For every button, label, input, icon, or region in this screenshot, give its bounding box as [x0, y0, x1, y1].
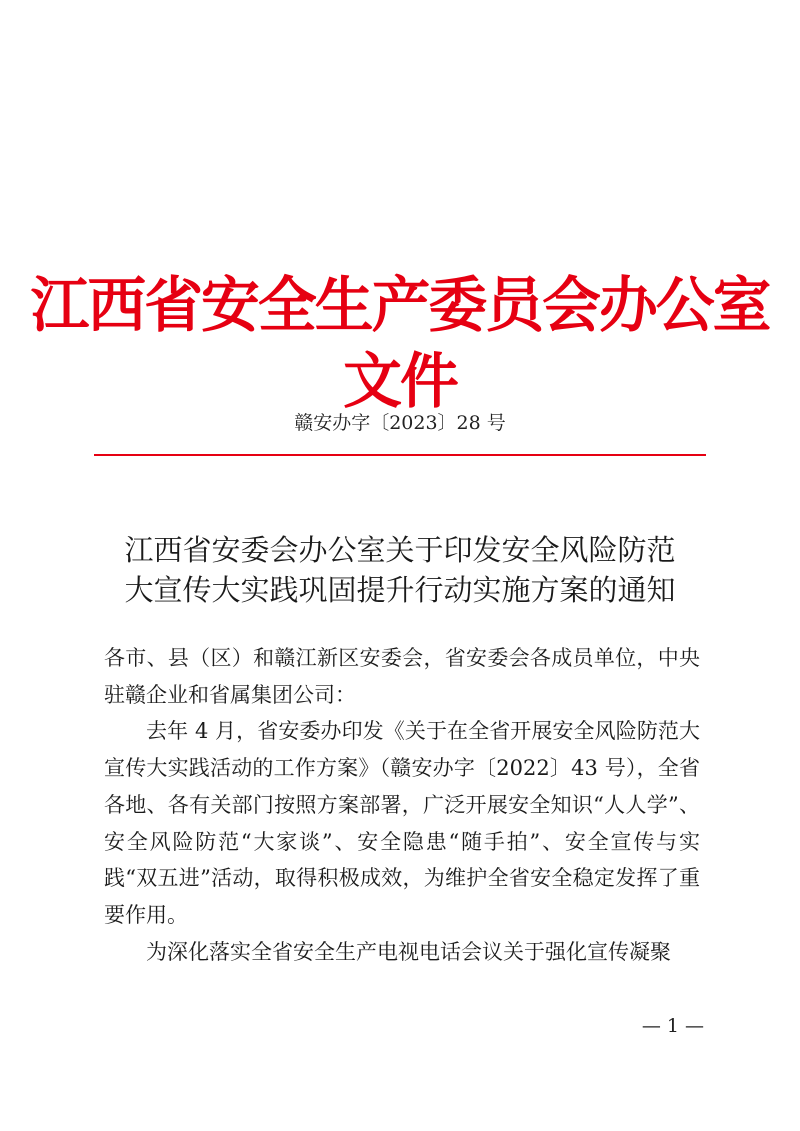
title-line-1: 江西省安委会办公室关于印发安全风险防范: [124, 533, 676, 567]
title-line-2: 大宣传大实践巩固提升行动实施方案的通知: [124, 573, 676, 607]
page-number: — 1 —: [641, 1015, 704, 1037]
body-paragraph-1: 去年 4 月，省安委办印发《关于在全省开展安全风险防范大宣传大实践活动的工作方案》（赣安办字〔2022〕43 号），全省各地、各有关部门按照方案部署，广泛开展安全知识“人人学”、安全风险防范“大家谈”、安全隐患“随手拍”、安全宣传与实践“双五进”活动，取得积极成效，为维护全省安全稳定发挥了重要作用。: [104, 719, 700, 927]
red-separator-line: [94, 454, 706, 456]
document-title: [60, 530, 740, 610]
document-header-organ-name: 江西省安全生产委员会办公室文件: [30, 271, 770, 417]
document-number: 赣安办字〔2023〕28 号: [294, 412, 506, 434]
body-paragraph-2: 为深化落实全省安全生产电视电话会议关于强化宣传凝聚: [146, 939, 671, 964]
salutation: 各市、县（区）和赣江新区安委会，省安委会各成员单位，中央驻赣企业和省属集团公司：: [104, 646, 700, 707]
document-body: [104, 640, 700, 970]
